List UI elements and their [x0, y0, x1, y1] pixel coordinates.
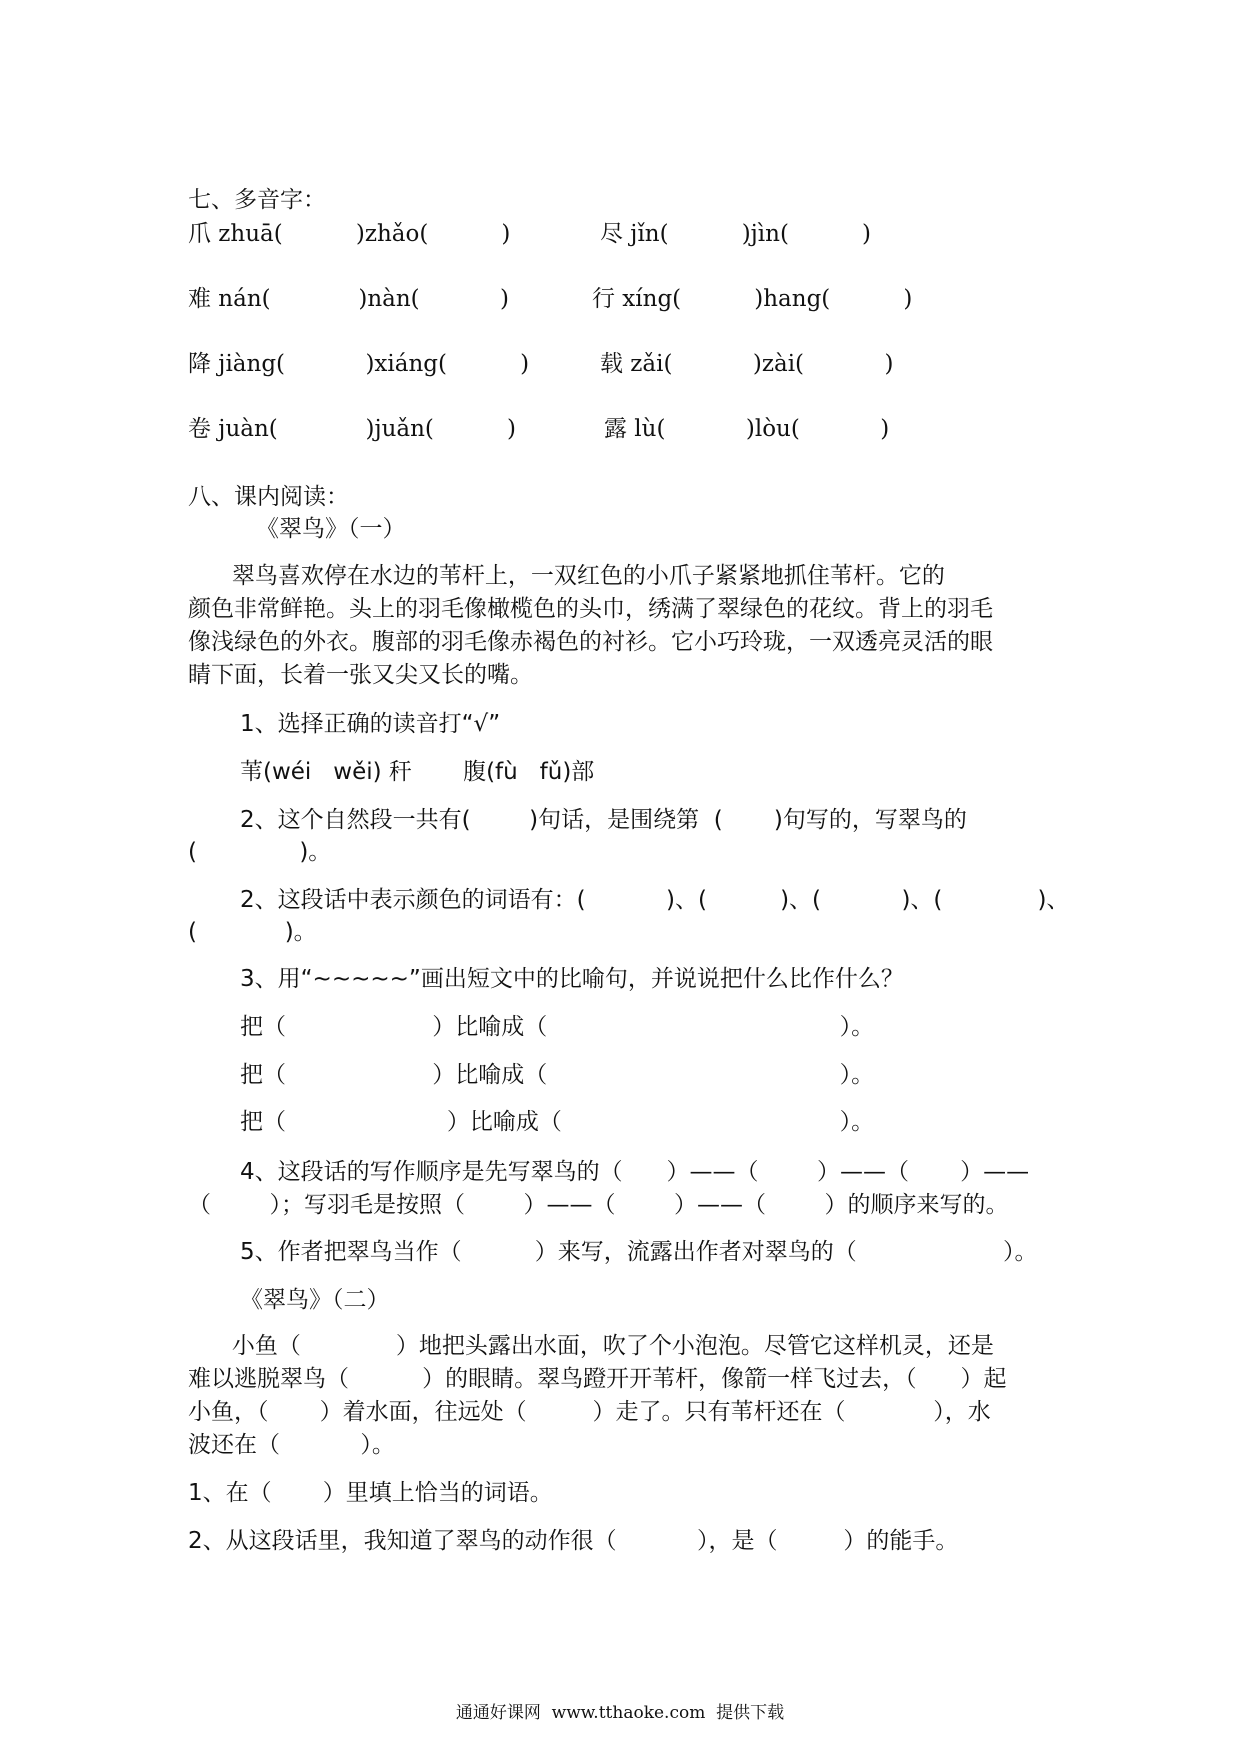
passage2-line-2: 难以逃脱翠鸟（ ）的眼睛。翠鸟蹬开开苇杆，像箭一样飞过去，（ ）起 — [188, 1366, 1007, 1392]
q5-author-attitude: 5、作者把翠鸟当作（ ）来写，流露出作者对翠鸟的（ ）。 — [240, 1239, 1038, 1265]
passage2-line-3: 小鱼，（ ）着水面，往远处（ ）走了。只有苇杆还在（ ），水 — [188, 1399, 991, 1425]
q4-writing-order-cont: （ ）；写羽毛是按照（ ）——（ ）——（ ）的顺序来写的。 — [188, 1192, 1009, 1218]
q4-writing-order: 4、这段话的写作顺序是先写翠鸟的（ ）——（ ）——（ ）—— — [240, 1159, 1030, 1185]
passage2-q2: 2、从这段话里，我知道了翠鸟的动作很（ ），是（ ）的能手。 — [188, 1528, 959, 1554]
section8-heading: 八、课内阅读： — [188, 484, 349, 510]
polyphone-row-3-left: 降 jiàng( )xiáng( ) — [188, 351, 530, 377]
passage1-title: 《翠鸟》（一） — [256, 516, 406, 542]
passage2-q1: 1、在（ ）里填上恰当的词语。 — [188, 1480, 553, 1506]
passage1-line-4: 睛下面，长着一张又尖又长的嘴。 — [188, 662, 533, 688]
polyphone-row-1-right: 尽 jǐn( )jìn( ) — [600, 221, 872, 247]
passage1-line-3: 像浅绿色的外衣。腹部的羽毛像赤褐色的衬衫。它小巧玲珑，一双透亮灵活的眼 — [188, 629, 993, 655]
q2-color-words-cont: ( )。 — [188, 919, 317, 945]
q3-metaphor-line-2: 把（ ）比喻成（ ）。 — [240, 1062, 875, 1088]
q2-sentence-count: 2、这个自然段一共有( )句话，是围绕第 ( )句写的，写翠鸟的 — [240, 807, 967, 833]
polyphone-row-1-left: 爪 zhuā( )zhǎo( ) — [188, 221, 511, 247]
q3-metaphor: 3、用“~~~~~”画出短文中的比喻句，并说说把什么比作什么？ — [240, 966, 904, 992]
q2-color-words: 2、这段话中表示颜色的词语有：( )、( )、( )、( )、 — [240, 887, 1070, 913]
polyphone-row-4-left: 卷 juàn( )juǎn( ) — [188, 416, 516, 442]
q1-choose-pronunciation: 1、选择正确的读音打“√” — [240, 711, 501, 737]
polyphone-row-2-left: 难 nán( )nàn( ) — [188, 286, 510, 312]
polyphone-row-4-right: 露 lù( )lòu( ) — [604, 416, 890, 442]
passage1-line-2: 颜色非常鲜艳。头上的羽毛像橄榄色的头巾，绣满了翠绿色的花纹。背上的羽毛 — [188, 596, 993, 622]
q3-metaphor-line-1: 把（ ）比喻成（ ）。 — [240, 1014, 875, 1040]
passage2-line-4: 波还在（ ）。 — [188, 1432, 395, 1458]
passage2-line-1: 小鱼（ ）地把头露出水面，吹了个小泡泡。尽管它这样机灵，还是 — [188, 1333, 994, 1359]
passage1-line-1: 翠鸟喜欢停在水边的苇杆上，一双红色的小爪子紧紧地抓住苇杆。它的 — [188, 563, 945, 589]
q2-sentence-count-cont: ( )。 — [188, 839, 332, 865]
q3-metaphor-line-3: 把（ ）比喻成（ ）。 — [240, 1109, 875, 1135]
polyphone-row-2-right: 行 xíng( )hang( ) — [592, 286, 913, 312]
polyphone-row-3-right: 载 zǎi( )zài( ) — [600, 351, 894, 377]
section7-heading: 七、多音字： — [188, 187, 326, 213]
passage2-title: 《翠鸟》（二） — [240, 1287, 390, 1313]
footer-credit: 通通好课网 www.tthaoke.com 提供下载 — [455, 1703, 785, 1723]
q1-options: 苇(wéi wěi) 秆 腹(fù fǔ)部 — [240, 759, 595, 785]
